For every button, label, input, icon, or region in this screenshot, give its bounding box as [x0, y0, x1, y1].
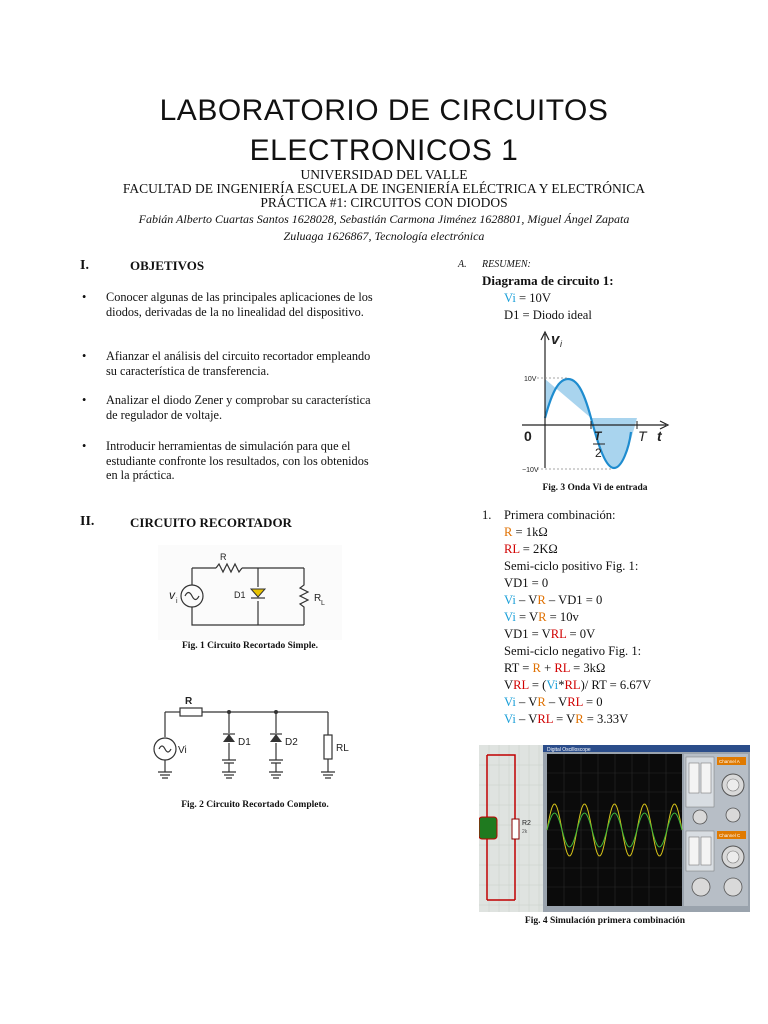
vi-symbol: Vi — [504, 712, 516, 726]
objective-item — [84, 290, 374, 335]
fig2-r-label: R — [185, 696, 193, 707]
fig2-d2-label: D2 — [285, 737, 298, 748]
bullet-icon: • — [82, 349, 87, 363]
authors-line1: Fabián Alberto Cuartas Santos 1628028, Sebastián Carmona Jiménez 1628801, Miguel Ángel Zapata — [138, 212, 630, 226]
fig2-circuit-diagram — [150, 690, 350, 795]
fig3-t-axis: t — [657, 428, 662, 444]
fig2-caption: Fig. 2 Circuito Recortado Completo. — [181, 800, 329, 810]
fig4-channel-a-label: Channel A — [719, 759, 740, 764]
vd1-vrl-text: VD1 = V — [504, 627, 551, 641]
pos-cycle-line: Semi-ciclo positivo Fig. 1: — [504, 559, 639, 573]
r-symbol: R — [532, 661, 541, 675]
fig3-v-sub: i — [560, 339, 562, 349]
r-symbol: R — [575, 712, 584, 726]
fig4-window-title: Digital Oscilloscope — [547, 747, 591, 753]
vr-value: = 10v — [546, 610, 579, 624]
equation-vr-final: Vi – VRL = VR = 3.33V — [504, 712, 629, 726]
section1-number: I. — [80, 258, 89, 273]
fig1-rl-sub: L — [321, 600, 325, 607]
rl-symbol: RL — [513, 678, 529, 692]
resumen-d1-line: D1 = Diodo ideal — [504, 308, 592, 322]
objective-item — [84, 439, 374, 484]
authors-line2: Zuluaga 1626867, Tecnología electrónica — [283, 229, 485, 243]
objective-item — [84, 393, 374, 423]
equation-kvl-1: Vi – VR – VD1 = 0 — [504, 593, 603, 607]
section1-title: OBJETIVOS — [130, 258, 205, 273]
combination-title: Primera combinación: — [504, 508, 616, 522]
vrl-value: )/ RT = 6.67V — [580, 678, 652, 692]
fig4-simulation-screenshot — [479, 745, 750, 912]
rl-symbol: RL — [550, 627, 567, 641]
fig3-t-label: T — [638, 428, 647, 444]
section2-number: II. — [80, 514, 95, 529]
r-symbol: R — [504, 525, 513, 539]
bullet-icon: • — [82, 393, 87, 407]
vi-symbol: Vi — [504, 610, 516, 624]
equation-vd1-vrl — [504, 626, 595, 643]
resumen-subtitle: Diagrama de circuito 1: — [482, 273, 614, 288]
equation-kvl-2: Vi – VR – VRL = 0 — [504, 695, 603, 709]
fig1-r-label: R — [220, 552, 227, 562]
vd1-eq: VD1 = 0 — [558, 593, 603, 607]
fig4-caption: Fig. 4 Simulación primera combinación — [524, 916, 686, 926]
fig4-channel-c-label: Channel C — [719, 833, 741, 838]
fig1-d1-label: D1 — [234, 590, 246, 600]
combination-number: 1. — [482, 508, 492, 522]
fig1-vi-sub: i — [176, 598, 178, 605]
rl-symbol: RL — [554, 661, 570, 675]
vi-symbol: Vi — [504, 593, 516, 607]
fig3-v-label: v — [551, 331, 560, 348]
objective-text: Introducir herramientas de simulación para que el estudiante confronte los resultados, con los obtenidos en la práctica. — [106, 439, 369, 482]
r-value-line — [504, 524, 548, 541]
faculty-name: FACULTAD DE INGENIERÍA ESCUELA DE INGENIERÍA ELÉCTRICA Y ELECTRÓNICA — [122, 181, 646, 196]
page-title-line2: ELECTRONICOS 1 — [249, 134, 519, 167]
fig2-rl-label: RL — [336, 743, 349, 754]
resumen-title: RESUMEN: — [482, 259, 531, 270]
neg-cycle-line: Semi-ciclo negativo Fig. 1: — [504, 644, 642, 658]
fig3-waveform — [508, 328, 673, 478]
bullet-icon: • — [82, 290, 87, 304]
rl-symbol: RL — [504, 542, 520, 556]
rl-symbol: RL — [564, 678, 581, 692]
university-name: UNIVERSIDAD DEL VALLE — [300, 167, 468, 182]
equation-rt: RT = R + RL = 3kΩ — [504, 661, 606, 675]
fig1-vi-label: v — [169, 588, 175, 602]
vd1-vrl-value: = 0V — [566, 627, 596, 641]
rl-symbol: RL — [537, 712, 553, 726]
equation-vr: Vi = VR = 10v — [504, 610, 579, 624]
objective-text: Conocer algunas de las principales aplicaciones de los diodos, derivadas de la no linealidad del dispositivo. — [106, 290, 373, 319]
fig3-caption: Fig. 3 Onda Vi de entrada — [542, 483, 648, 493]
vi-symbol: Vi — [504, 291, 516, 305]
fig3-zero-label: 0 — [524, 428, 532, 444]
rt-value: = 3kΩ — [569, 661, 606, 675]
fig2-vi-label: Vi — [178, 745, 187, 756]
fig1-caption: Fig. 1 Circuito Recortado Simple. — [182, 641, 318, 651]
page-title-line1: LABORATORIO DE CIRCUITOS — [159, 94, 609, 127]
fig2-d1-label: D1 — [238, 737, 251, 748]
vd1-zero-line: VD1 = 0 — [504, 576, 549, 590]
resumen-vi-line — [504, 290, 551, 307]
vi-symbol: Vi — [546, 678, 559, 692]
objective-text: Afianzar el análisis del circuito recortador empleando su característica de transferencia. — [106, 349, 371, 378]
vi-symbol: Vi — [504, 695, 516, 709]
fig1-rl-label: R — [314, 593, 322, 604]
fig3-half-num: T — [594, 429, 602, 443]
fig3-pos-label: 10V — [524, 376, 537, 383]
vr-final-value: = 3.33V — [583, 712, 629, 726]
rl-value: = 2KΩ — [519, 542, 558, 556]
objective-item — [84, 349, 374, 379]
fig3-half-den: 2 — [595, 446, 602, 460]
section2-title: CIRCUITO RECORTADOR — [130, 515, 292, 530]
fig4-r2-value: 2k — [522, 829, 528, 835]
vi-value: = 10V — [515, 291, 551, 305]
equation-vrl: VRL = (Vi*RL)/ RT = 6.67V — [504, 678, 652, 692]
r-value: = 1kΩ — [512, 525, 548, 539]
rl-value-line — [504, 541, 558, 558]
r-symbol: R — [538, 610, 547, 624]
fig1-circuit-diagram — [158, 545, 342, 640]
fig3-neg-label: −10V — [522, 467, 539, 474]
fig4-r2-label: R2 — [522, 820, 531, 827]
r-symbol: R — [537, 593, 546, 607]
eq-zero: = 0 — [582, 695, 603, 709]
bullet-icon: • — [82, 439, 87, 453]
practice-title: PRÁCTICA #1: CIRCUITOS CON DIODOS — [260, 195, 508, 210]
r-symbol: R — [537, 695, 546, 709]
objective-text: Analizar el diodo Zener y comprobar su característica de regulador de voltaje. — [106, 393, 371, 422]
resumen-letter: A. — [458, 259, 467, 270]
rl-symbol: RL — [567, 695, 583, 709]
